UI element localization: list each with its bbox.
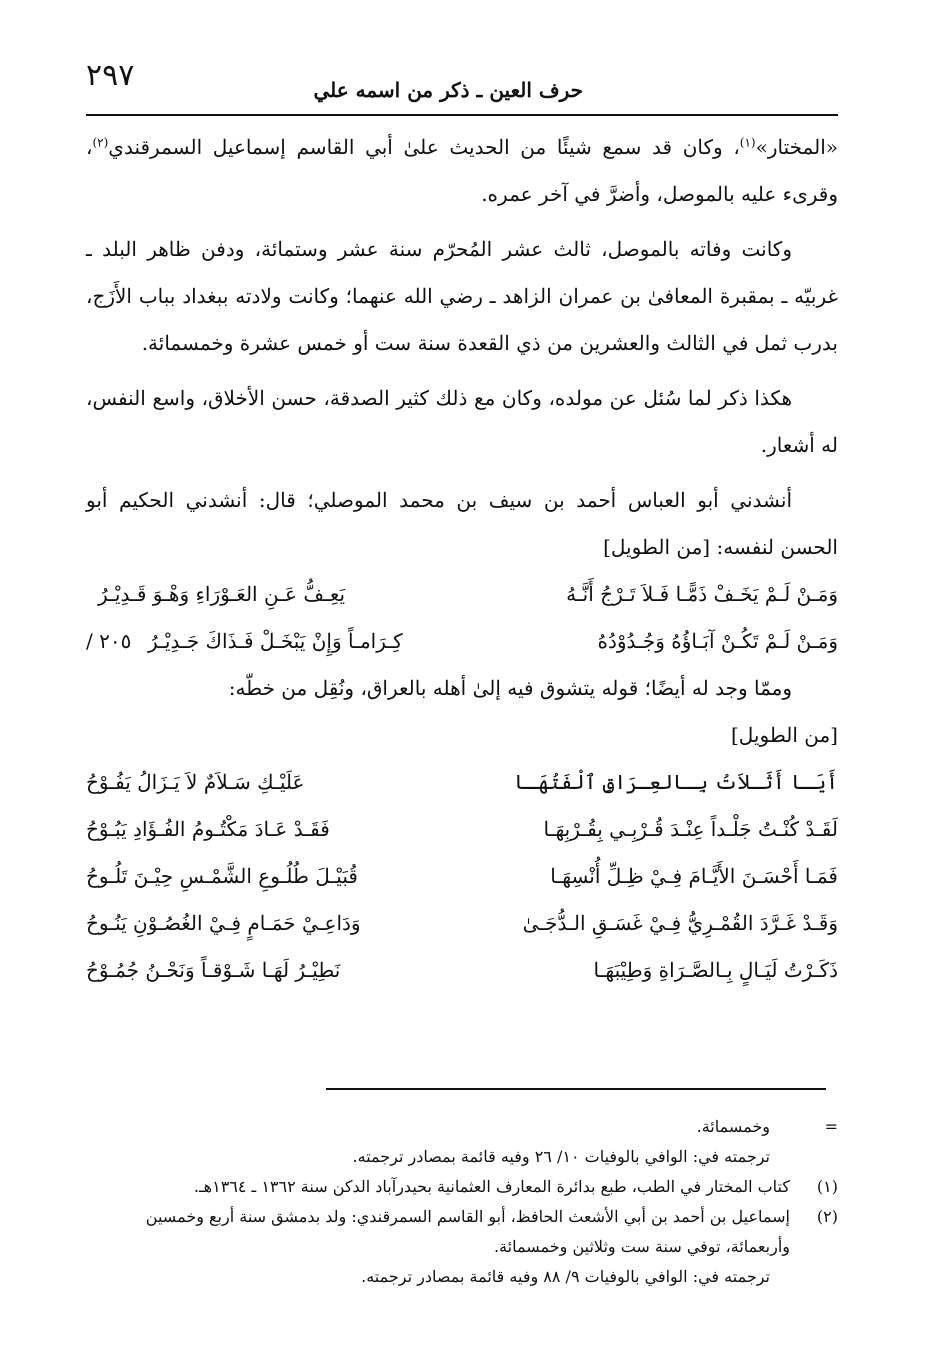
footnotes <box>86 1112 838 1292</box>
footnote-source: ترجمته في: الوافي بالوفيات ٩/ ٨٨ وفيه قائمة بمصادر ترجمته. <box>361 1267 770 1286</box>
verse-first-hemistich: لَقَـدْ كُنْـتُ جَلْـداً عِنْـدَ قُـرْبِـي بِقُـرْبِهَـا <box>543 817 838 841</box>
verse-line <box>86 853 838 900</box>
verse-second-hemistich: فَقَـدْ عَـادَ مَكْتُـومُ الفُـؤَادِ يَبُـوْحُ <box>86 817 330 841</box>
verse-line <box>86 806 838 853</box>
verse-first-hemistich: وَمَـنْ لَـمْ يَخَـفْ ذَمًّـا فَـلاَ تَـرْجُ أَنَّـهُ <box>566 582 838 606</box>
verse-second-hemistich: يَعِـفُّ عَـنِ العَـوْرَاءِ وَهْـوَ قَـدِيْـرُ <box>98 582 346 606</box>
verse-second-hemistich: عَلَيْـكِ سَـلاَمٌ لاَ يَـزَالُ يَفُـوْحُ <box>86 770 305 794</box>
footnote-text: كتاب المختار في الطب، طبع بدائرة المعارف العثمانية بحيدرآباد الدكن سنة ١٣٦٢ ـ ١٣٦٤هـ. <box>193 1177 790 1196</box>
manuscript-folio-marker: / ٢٠٥ <box>86 629 132 653</box>
footnote-1 <box>86 1172 838 1202</box>
footnote-ref-1[interactable]: (١) <box>739 135 756 150</box>
page-number: ٢٩٧ <box>86 58 135 93</box>
verse-line <box>86 947 838 994</box>
footnote-2 <box>86 1202 838 1262</box>
paragraph-1 <box>86 124 838 218</box>
paragraph-3: هكذا ذكر لما سُئل عن مولده، وكان مع ذلك كثير الصدقة، حسن الأخلاق، واسع النفس، له أشعار. <box>86 386 838 457</box>
paragraph-2: وكانت وفاته بالموصل، ثالث عشر المُحرّم سنة عشر وستمائة، ودفن ظاهر البلد ـ غربيّه ـ بمقبرة المعافىٰ بن عمران الزاهد ـ رضي الله عنهما؛ وكانت ولادته ببغداد بباب الأَزَج، بدرب ثمل في الثالث والعشرين من ذي القعدة سنة ست أو خمس عشرة وخمسمائة. <box>86 237 838 355</box>
verse-second-hemistich: كِـرَامـاً وَإِنْ يَبْخَـلْ فَـذَاكَ جَـدِيْـرُ <box>148 629 403 653</box>
header-rule <box>86 114 838 116</box>
meter-label: [من الطويل] <box>730 723 838 747</box>
footnote-continuation <box>86 1112 838 1142</box>
book-title: «المختار» <box>755 135 838 159</box>
footnote-rule <box>326 1088 826 1090</box>
continuation-marker: = <box>824 1117 838 1136</box>
footnote-number: (٢) <box>816 1207 838 1226</box>
verse-second-hemistich: قُبَيْـلَ طُلُـوعِ الشَّمْـسِ حِيْـنَ تَلُـوحُ <box>86 864 358 888</box>
verse-second-hemistich: نَطِيْـرُ لَهَـا شَـوْقـاً وَنَحْـنُ جُمُـوْحُ <box>86 958 341 982</box>
paragraph-4: أنشدني أبو العباس أحمد بن سيف بن محمد الموصلي؛ قال: أنشدني الحكيم أبو الحسن لنفسه: [من الطويل] <box>86 488 838 559</box>
footnote-number: (١) <box>816 1177 838 1196</box>
verse-line <box>86 571 838 618</box>
footnote-source: ترجمته في: الوافي بالوفيات ١٠/ ٢٦ وفيه قائمة بمصادر ترجمته. <box>352 1147 770 1166</box>
running-title: حرف العين ـ ذكر من اسمه علي <box>313 78 583 102</box>
footnote-text: إسماعيل بن أحمد بن أبي الأشعث الحافظ، أبو القاسم السمرقندي: ولد بدمشق سنة أربع وخمسين وأربعمائة، توفي سنة ست وثلاثين وخمسمائة. <box>145 1207 790 1256</box>
main-text <box>86 124 838 994</box>
verse-first-hemistich: وَقَـدْ غَـرَّدَ القُمْـرِيُّ فِـيْ غَسَـقِ الـدُّجَـىٰ <box>522 911 838 935</box>
verse-line <box>86 759 838 806</box>
footnote-ref-2[interactable]: (٢) <box>92 135 109 150</box>
verse-first-hemistich: فَمَـا أَحْسَـنَ الأَيَّـامَ فِـيْ ظِـلِّ أُنْسِهَـا <box>550 864 838 888</box>
paragraph-1-text: ، وكان قد سمع شيئًا من الحديث علىٰ أبي القاسم إسماعيل السمرقندي <box>108 135 740 159</box>
verse-line <box>86 618 838 665</box>
paragraph-5: وممّا وجد له أيضًا؛ قوله يتشوق فيه إلىٰ أهله بالعراق، ونُقِل من خطّه: <box>228 676 792 700</box>
verse-line <box>86 900 838 947</box>
verse-second-hemistich: وَدَاعِـيْ حَمَـامٍ فِـيْ الغُصُـوْنِ يَنُـوحُ <box>86 911 361 935</box>
verse-first-hemistich: أَيَـا أَثَـلاَتُ بِـالعِـرَاقِ ٱلْفَتُهَـا <box>514 770 838 794</box>
paragraph-1-end: ، وقرىء عليه بالموصل، وأضرَّ في آخر عمره. <box>86 135 838 206</box>
page-header <box>86 58 838 106</box>
verse-first-hemistich: وَمَـنْ لَـمْ تَكُـنْ آبَـاؤُهُ وَجُـدُوْدُهُ <box>597 629 838 653</box>
verse-first-hemistich: ذَكَـرْتُ لَيَـالٍ بِـالصَّـرَاةِ وَطِيْبَهَـا <box>593 958 838 982</box>
continuation-text: وخمسمائة. <box>696 1117 770 1136</box>
